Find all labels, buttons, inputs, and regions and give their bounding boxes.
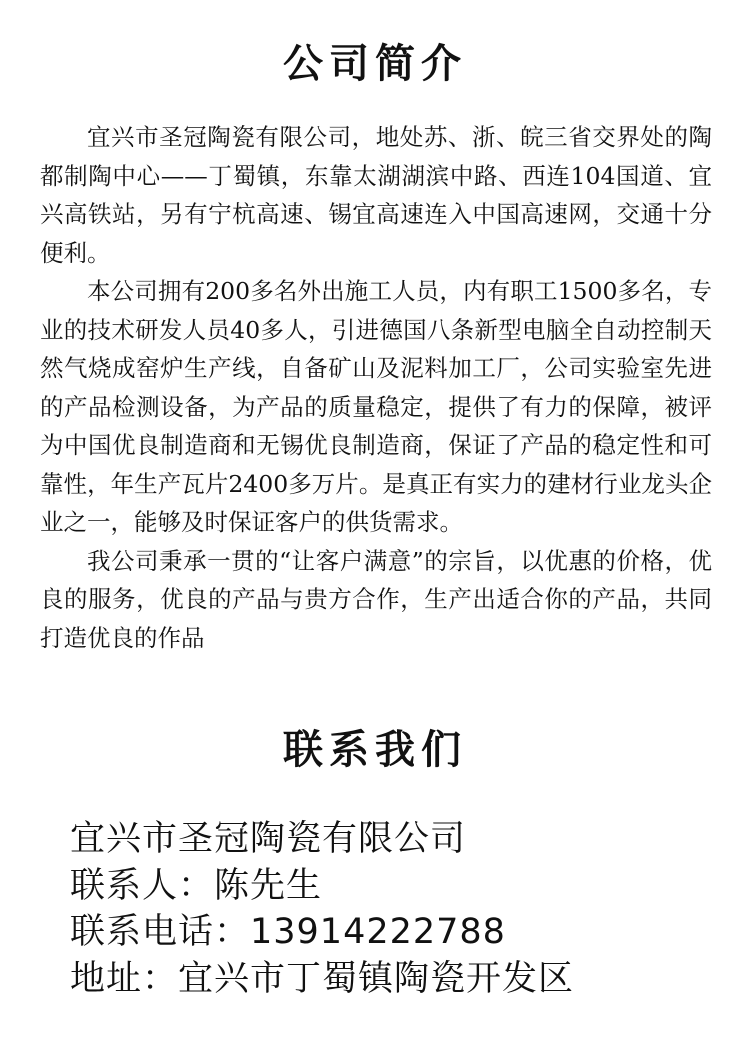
contact-address: 地址：宜兴市丁蜀镇陶瓷开发区 xyxy=(70,958,575,999)
company-intro-body xyxy=(40,118,712,657)
contact-company-name: 宜兴市圣冠陶瓷有限公司 xyxy=(70,819,467,859)
contact-info xyxy=(70,816,730,1002)
contact-phone: 联系电话：13914222788 xyxy=(70,912,506,952)
contact-us-title: 联系我们 xyxy=(283,727,467,773)
contact-person: 联系人：陈先生 xyxy=(70,865,323,906)
intro-paragraph-mission: 我公司秉承一贯的“让客户满意”的宗旨，以优惠的价格，优良的服务，优良的产品与贵方合作，生产出适合你的产品，共同打造优良的作品 xyxy=(40,546,712,652)
company-intro-title: 公司简介 xyxy=(283,41,467,87)
intro-paragraph-location: 宜兴市圣冠陶瓷有限公司，地处苏、浙、皖三省交界处的陶都制陶中心——丁蜀镇，东靠太湖湖滨中路、西连104国道、宜兴高铁站，另有宁杭高速、锡宜高速连入中国高速网，交通十分便利。 xyxy=(40,123,712,267)
intro-paragraph-capacity: 本公司拥有200多名外出施工人员，内有职工1500多名，专业的技术研发人员40多人，引进德国八条新型电脑全自动控制天然气烧成窑炉生产线，自备矿山及泥料加工厂，公司实验室先进的产品检测设备，为产品的质量稳定，提供了有力的保障，被评为中国优良制造商和无锡优良制造商，保证了产品的稳定性和可靠性，年生产瓦片2400多万片。是真正有实力的建材行业龙头企业之一，能够及时保证客户的供货需求。 xyxy=(40,277,712,536)
